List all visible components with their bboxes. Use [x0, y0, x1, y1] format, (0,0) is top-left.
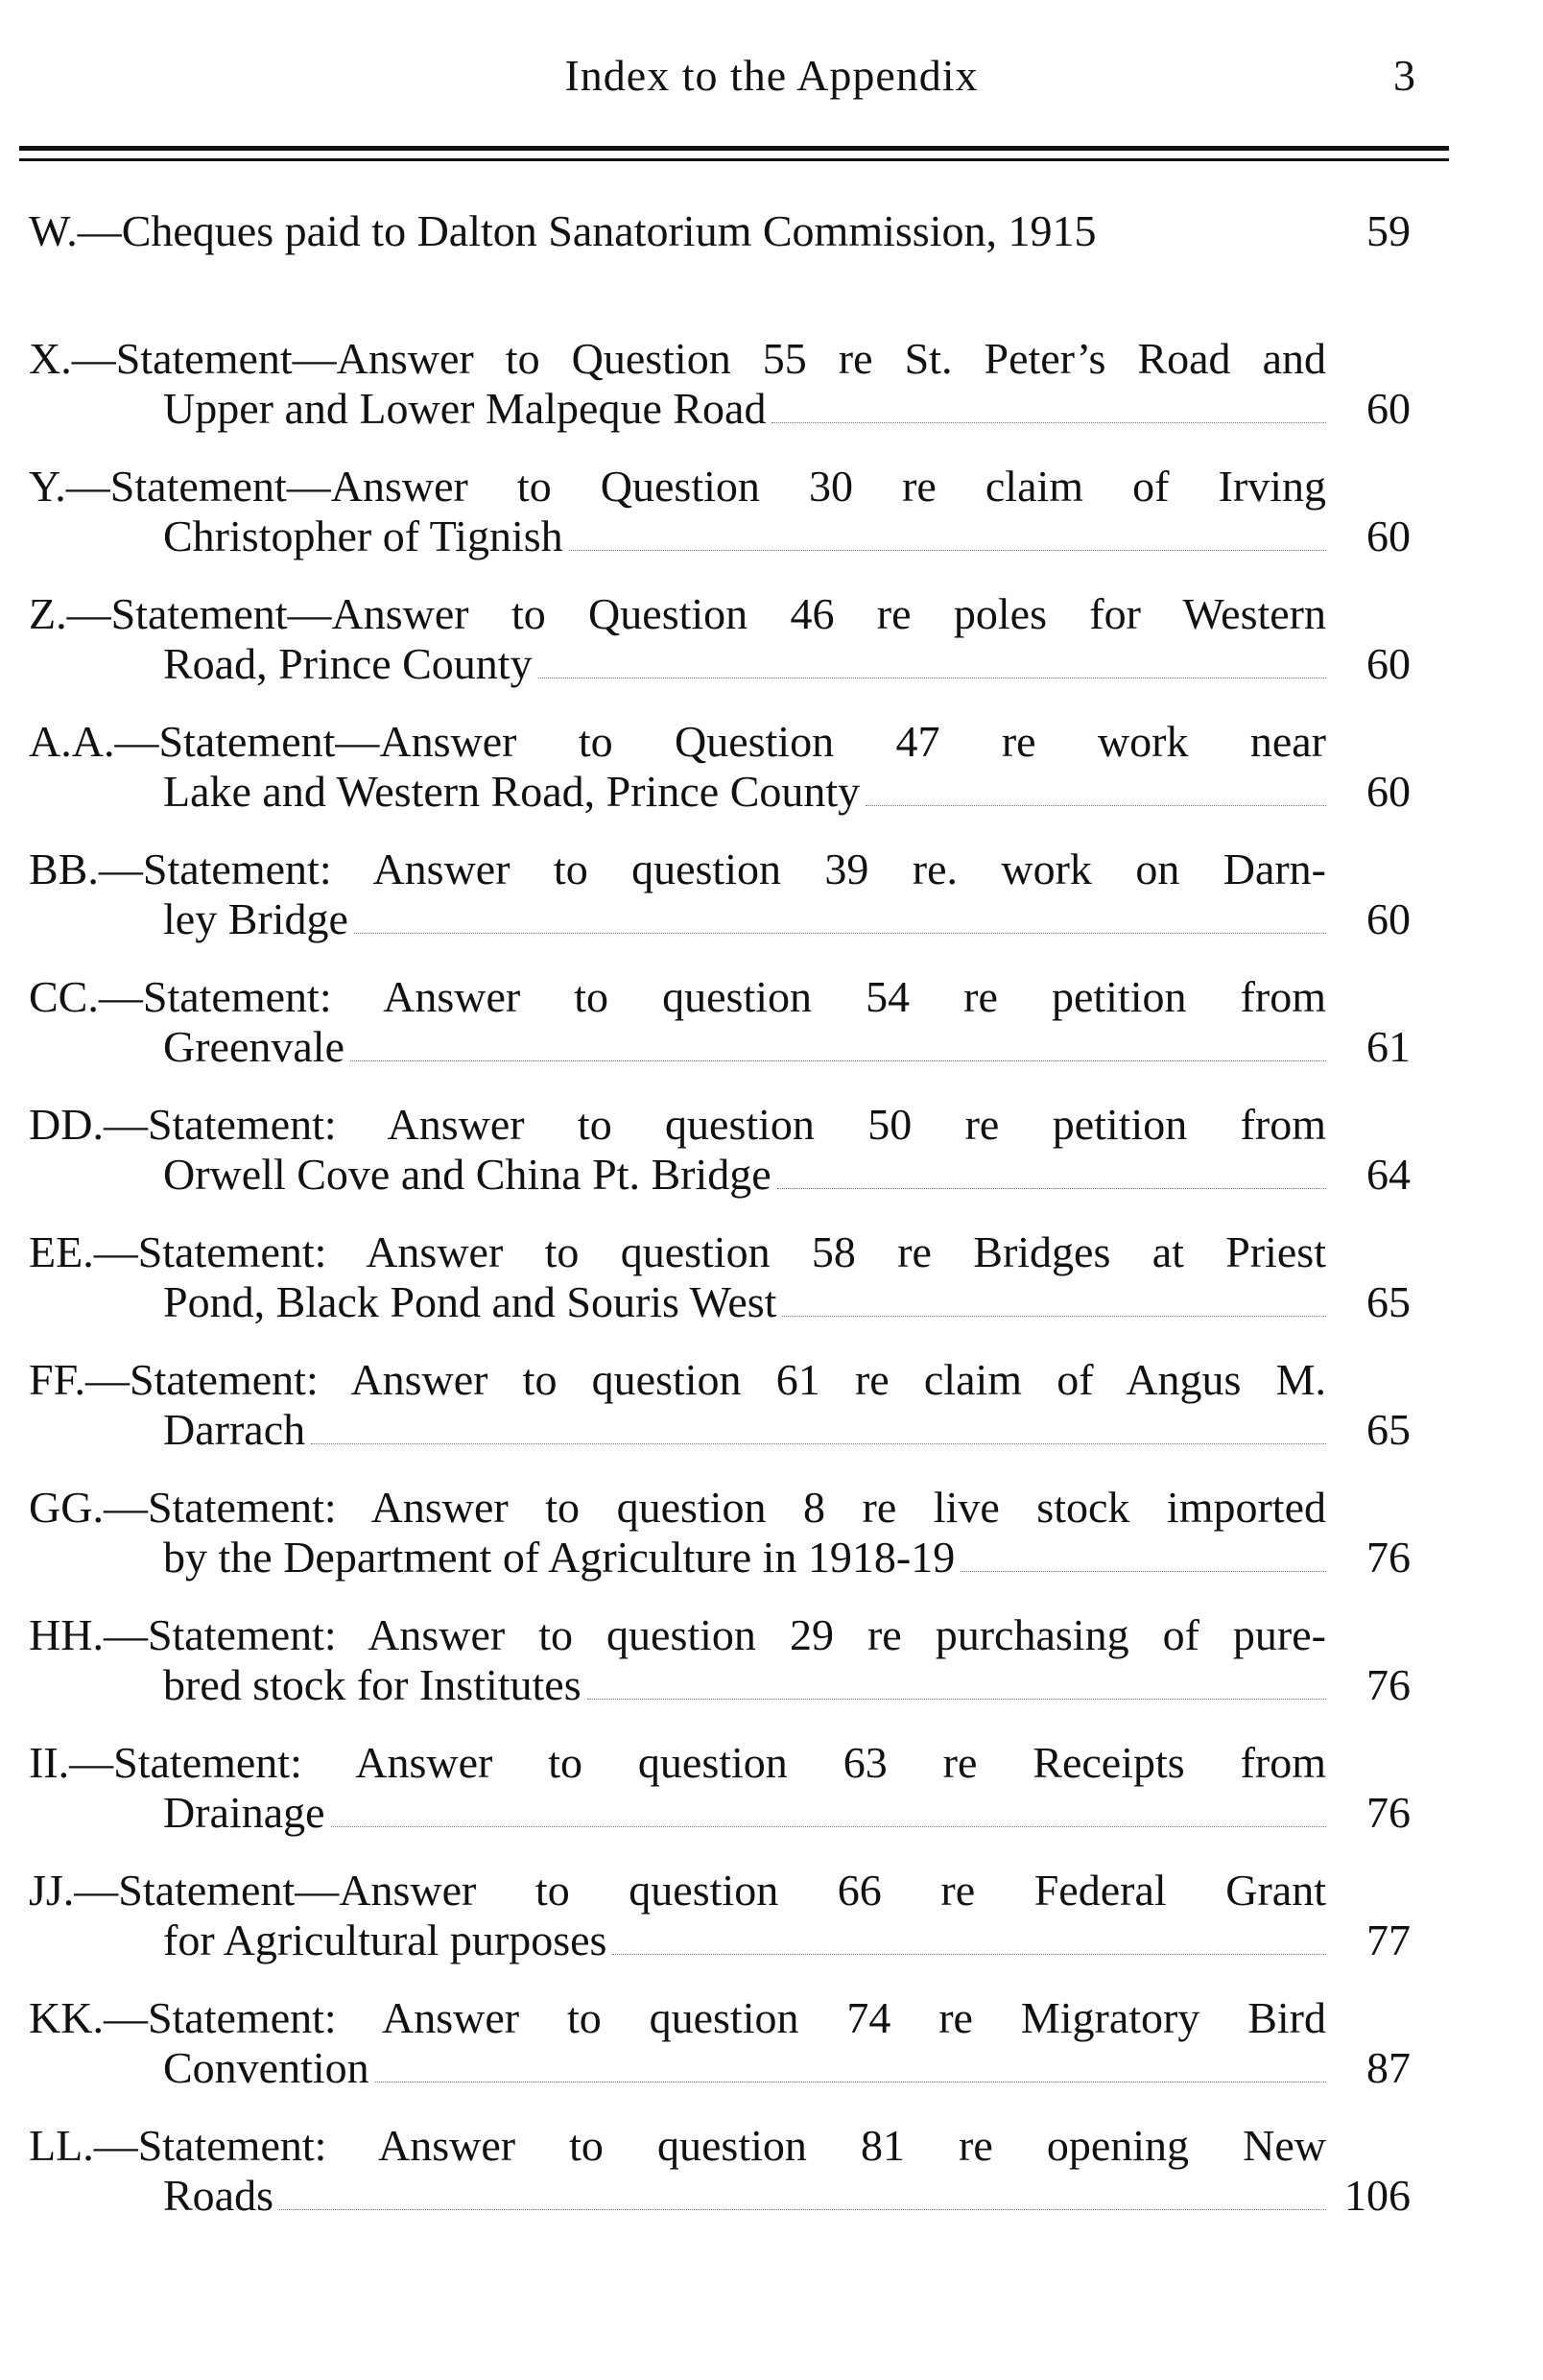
index-entry: [29, 206, 1411, 334]
entry-title-continued: Road, Prince County: [163, 639, 533, 688]
entry-title-continued: Pond, Black Pond and Souris West: [163, 1277, 777, 1326]
entry-title: JJ.—Statement—Answer to question 66 re Federal Grant: [29, 1866, 1326, 1915]
entry-title-continued: Lake and Western Road, Prince County: [163, 767, 861, 816]
index-entry: [29, 1866, 1411, 1993]
entry-title: A.A.—Statement—Answer to Question 47 re work near: [29, 717, 1326, 766]
entry-title: DD.—Statement: Answer to question 50 re petition from: [29, 1100, 1326, 1149]
entry-title-continued: Christopher of Tignish: [163, 512, 563, 560]
entry-title-continued: ley Bridge: [163, 894, 348, 943]
dot-leader: [331, 1792, 1326, 1827]
entry-page-number: 76: [1366, 1533, 1411, 1582]
entry-title: LL.—Statement: Answer to question 81 re opening New: [29, 2121, 1326, 2170]
entry-title-continued: by the Department of Agriculture in 1918-19: [163, 1533, 956, 1582]
entry-page-number: 106: [1344, 2171, 1411, 2220]
entry-title-continued: bred stock for Institutes: [163, 1660, 582, 1709]
entry-continuation: [29, 1660, 1411, 1710]
entry-continuation: [29, 384, 1411, 434]
entry-page-number: 65: [1366, 1405, 1411, 1454]
dot-leader: [772, 388, 1326, 423]
entry-page-number: 61: [1366, 1022, 1411, 1071]
header-rule-thin: [19, 158, 1449, 161]
entry-continuation: [29, 1533, 1411, 1583]
entry-page-number: 76: [1366, 1788, 1411, 1837]
entry-continuation: [29, 767, 1411, 817]
entry-title-continued: Greenvale: [163, 1022, 344, 1071]
index-entry: [29, 334, 1411, 462]
entry-page-number: 76: [1366, 1660, 1411, 1709]
index-entry: [29, 1100, 1411, 1227]
entry-title: EE.—Statement: Answer to question 58 re Bridges at Priest: [29, 1227, 1326, 1276]
dot-leader: [782, 1281, 1326, 1317]
dot-leader: [279, 2175, 1326, 2210]
entry-continuation: [29, 639, 1411, 689]
index-entry: [29, 1610, 1411, 1738]
entry-title: FF.—Statement: Answer to question 61 re claim of Angus M.: [29, 1355, 1326, 1404]
entry-page-number: 60: [1366, 639, 1411, 688]
entry-title: X.—Statement—Answer to Question 55 re St. Peter’s Road and: [29, 334, 1326, 383]
entry-title: BB.—Statement: Answer to question 39 re. work on Darn-: [29, 845, 1326, 893]
index-entry: [29, 845, 1411, 972]
dot-leader: [354, 898, 1326, 934]
dot-leader: [311, 1409, 1326, 1444]
entry-title-continued: Convention: [163, 2043, 369, 2092]
index-entry: [29, 462, 1411, 589]
page-header: [0, 50, 1543, 117]
entry-title: Z.—Statement—Answer to Question 46 re poles for Western: [29, 589, 1326, 638]
dot-leader: [569, 515, 1326, 551]
entry-continuation: [29, 2043, 1411, 2093]
entry-continuation: [29, 1916, 1411, 1965]
index-list: [29, 206, 1411, 2249]
index-entry: [29, 1738, 1411, 1866]
entry-continuation: [29, 1022, 1411, 1072]
entry-page-number: 65: [1366, 1277, 1411, 1326]
dot-leader: [350, 1026, 1326, 1061]
entry-title: KK.—Statement: Answer to question 74 re Migratory Bird: [29, 1993, 1326, 2042]
entry-line: [29, 206, 1411, 256]
index-entry: [29, 1483, 1411, 1610]
entry-continuation: [29, 2171, 1411, 2221]
page-number: 3: [1393, 51, 1415, 100]
dot-leader: [961, 1536, 1326, 1572]
index-entry: [29, 972, 1411, 1100]
entry-page-number: 60: [1366, 767, 1411, 816]
entry-title: Y.—Statement—Answer to Question 30 re claim of Irving: [29, 462, 1326, 511]
entry-continuation: [29, 512, 1411, 561]
entry-title: HH.—Statement: Answer to question 29 re purchasing of pure-: [29, 1610, 1326, 1659]
entry-title: W.—Cheques paid to Dalton Sanatorium Commission, 1915: [29, 206, 1097, 255]
index-entry: [29, 1355, 1411, 1483]
entry-page-number: 59: [1366, 206, 1411, 255]
index-entry: [29, 1227, 1411, 1355]
index-entry: [29, 717, 1411, 845]
entry-title-continued: Roads: [163, 2171, 273, 2220]
entry-page-number: 60: [1366, 384, 1411, 433]
entry-continuation: [29, 1788, 1411, 1838]
entry-continuation: [29, 1150, 1411, 1200]
entry-page-number: 87: [1366, 2043, 1411, 2092]
dot-leader: [538, 643, 1326, 678]
entry-title: GG.—Statement: Answer to question 8 re live stock imported: [29, 1483, 1326, 1532]
dot-leader: [375, 2047, 1326, 2082]
entry-page-number: 60: [1366, 512, 1411, 560]
entry-title: CC.—Statement: Answer to question 54 re petition from: [29, 972, 1326, 1021]
header-rule-thick: [19, 146, 1449, 151]
index-entry: [29, 2121, 1411, 2249]
dot-leader: [612, 1919, 1326, 1955]
entry-title-continued: Drainage: [163, 1788, 325, 1837]
entry-title-continued: Darrach: [163, 1405, 306, 1454]
dot-leader: [866, 771, 1326, 806]
index-entry: [29, 589, 1411, 717]
index-entry: [29, 1993, 1411, 2121]
page-title: Index to the Appendix: [564, 51, 979, 100]
entry-page-number: 64: [1366, 1150, 1411, 1199]
entry-continuation: [29, 1405, 1411, 1455]
entry-continuation: [29, 894, 1411, 944]
entry-continuation: [29, 1277, 1411, 1327]
entry-page-number: 60: [1366, 894, 1411, 943]
entry-title-continued: for Agricultural purposes: [163, 1916, 607, 1964]
entry-title-continued: Upper and Lower Malpeque Road: [163, 384, 767, 433]
entry-title: II.—Statement: Answer to question 63 re Receipts from: [29, 1738, 1326, 1787]
dot-leader: [777, 1154, 1326, 1189]
dot-leader: [587, 1664, 1326, 1700]
entry-page-number: 77: [1366, 1916, 1411, 1964]
entry-title-continued: Orwell Cove and China Pt. Bridge: [163, 1150, 772, 1199]
